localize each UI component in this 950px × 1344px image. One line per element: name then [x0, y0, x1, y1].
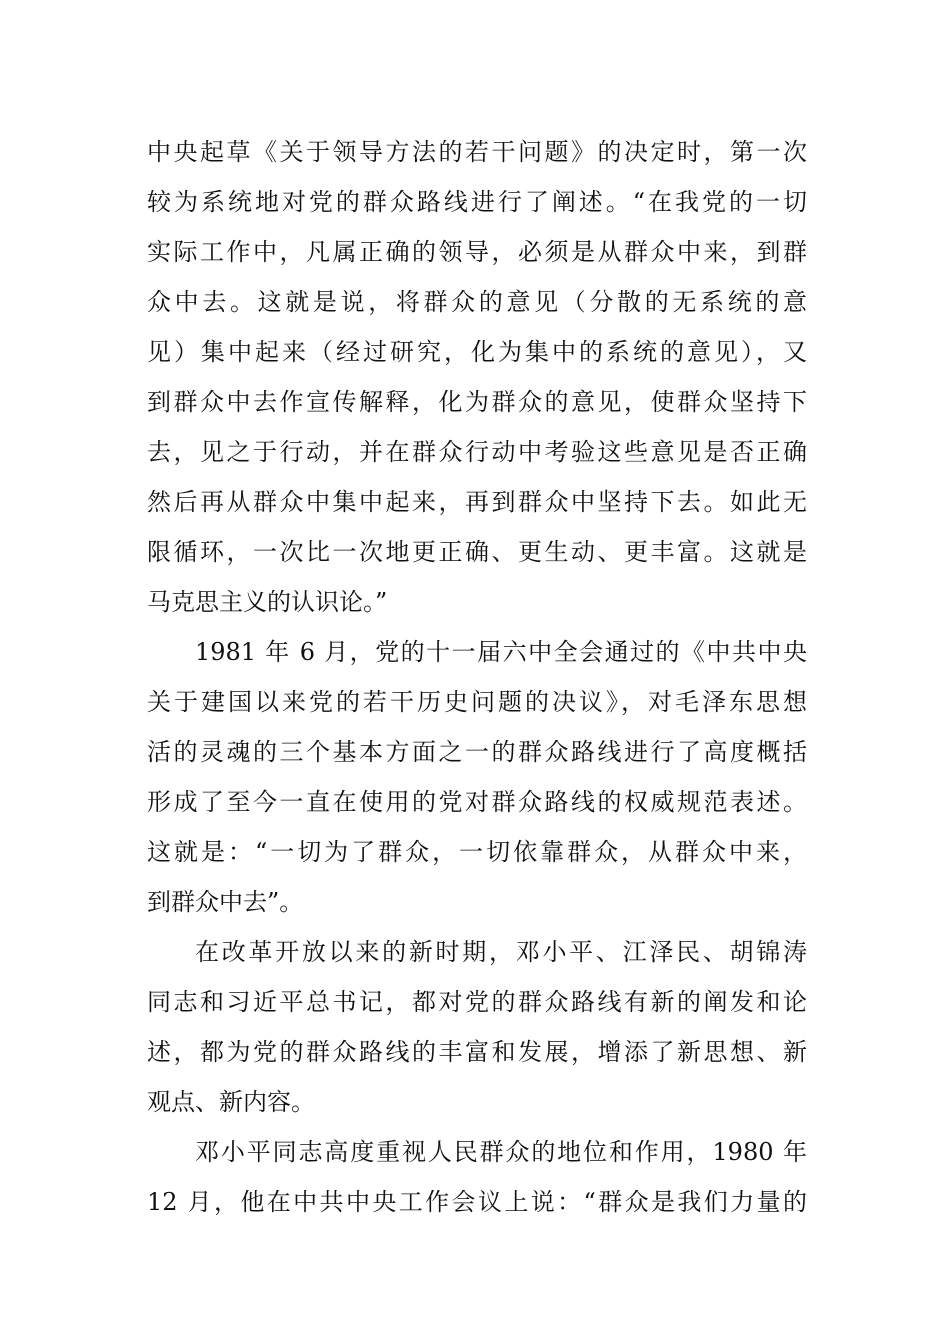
text-line: 然后再从群众中集中起来，再到群众中坚持下去。如此无	[147, 488, 807, 516]
text-line: 关于建国以来党的若干历史问题的决议》，对毛泽东思想	[147, 688, 807, 716]
text-line: 这就是：“一切为了群众，一切依靠群众，从群众中来，	[147, 838, 807, 866]
text-line: 在改革开放以来的新时期，邓小平、江泽民、胡锦涛	[195, 938, 807, 966]
text-line: 见）集中起来（经过研究，化为集中的系统的意见），又	[147, 338, 807, 366]
text-line: 12 月，他在中共中央工作会议上说：“群众是我们力量的	[147, 1188, 807, 1216]
text-line: 马克思主义的认识论。”	[147, 588, 388, 616]
text-line: 同志和习近平总书记，都对党的群众路线有新的阐发和论	[147, 988, 807, 1016]
text-line: 1981 年 6 月，党的十一届六中全会通过的《中共中央	[195, 638, 807, 666]
text-line: 邓小平同志高度重视人民群众的地位和作用，1980 年	[195, 1138, 807, 1166]
text-line: 述，都为党的群众路线的丰富和发展，增添了新思想、新	[147, 1038, 807, 1066]
text-line: 中央起草《关于领导方法的若干问题》的决定时，第一次	[147, 138, 807, 166]
text-line: 去，见之于行动，并在群众行动中考验这些意见是否正确	[147, 438, 807, 466]
text-line: 众中去。这就是说，将群众的意见（分散的无系统的意	[147, 288, 807, 316]
text-line: 到群众中去”。	[147, 888, 304, 916]
text-line: 形成了至今一直在使用的党对群众路线的权威规范表述。	[147, 788, 807, 816]
text-line: 观点、新内容。	[147, 1088, 315, 1116]
text-line: 活的灵魂的三个基本方面之一的群众路线进行了高度概括	[147, 738, 807, 766]
text-line: 实际工作中，凡属正确的领导，必须是从群众中来，到群	[147, 238, 807, 266]
text-line: 限循环，一次比一次地更正确、更生动、更丰富。这就是	[147, 538, 807, 566]
text-line: 到群众中去作宣传解释，化为群众的意见，使群众坚持下	[147, 388, 807, 416]
text-line: 较为系统地对党的群众路线进行了阐述。“在我党的一切	[147, 188, 807, 216]
